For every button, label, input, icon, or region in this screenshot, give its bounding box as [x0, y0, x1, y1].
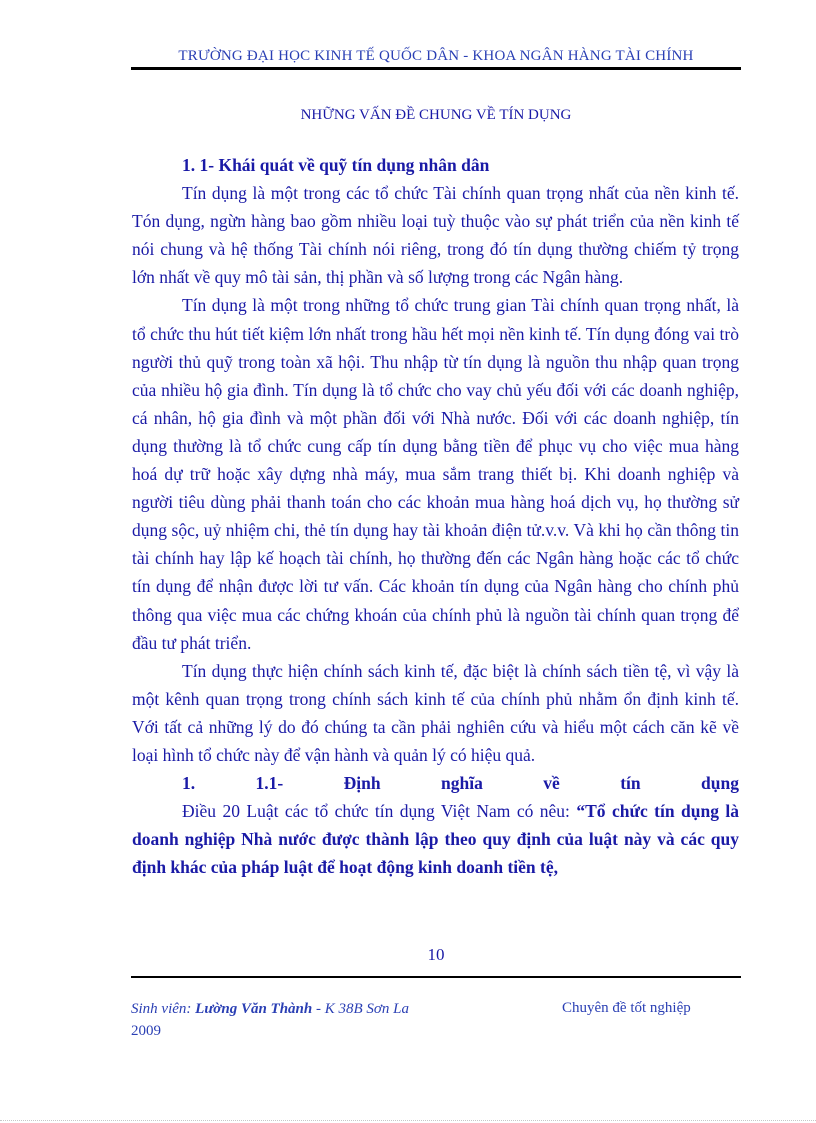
page-number: 10: [427, 945, 445, 964]
body-text: [132, 151, 739, 881]
page-bottom-edge: [0, 1120, 816, 1121]
paragraph: Tín dụng là một trong các tổ chức Tài chính quan trọng nhất của nền kinh tế. Tón dụng, ngừn hàng bao gồm nhiều loại tuỳ thuộc vào sự phát triển của nền kinh tế nói chung và hệ thống Tài chính nói riêng, trong đó tín dụng thường chiếm tỷ trọng lớn nhất về quy mô tài sản, thị phần và số lượng trong các Ngân hàng.: [132, 183, 739, 288]
paragraph: Tín dụng là một trong những tổ chức trung gian Tài chính quan trọng nhất, là tổ chức thu hút tiết kiệm lớn nhất trong hầu hết mọi nền kinh tế. Tín dụng đóng vai trò người thủ quỹ trong toàn xã hội. Thu nhập từ tín dụng là nguồn thu nhập quan trọng của nhiều hộ gia đình. Tín dụng là tổ chức cho vay chủ yếu đối với các doanh nghiệp, cá nhân, hộ gia đình và một phần đối với Nhà nước. Đối với các doanh nghiệp, tín dụng thường là tổ chức cung cấp tín dụng bằng tiền để phục vụ cho việc mua hàng hoá dự trữ hoặc xây dựng nhà máy, mua sắm trang thiết bị. Khi doanh nghiệp và người tiêu dùng phải thanh toán cho các khoản mua hàng hoá dịch vụ, họ thường sử dụng sộc, uỷ nhiệm chi, thẻ tín dụng hay tài khoản điện tử.v.v. Và khi họ cần thông tin tài chính hay lập kế hoạch tài chính, họ thường đến các Ngân hàng hoặc các tổ chức tín dụng để nhận được lời tư vấn. Các khoản tín dụng của Ngân hàng cho chính phủ thông qua việc mua các chứng khoán của chính phủ là nguồn tài chính quan trọng để đầu tư phát triển.: [132, 295, 739, 653]
subsection-heading: 1. 1.1- Định nghĩa về tín dụng: [182, 773, 739, 794]
footer-student-name: Lường Văn Thành: [195, 1001, 313, 1017]
section-heading: 1. 1- Khái quát về quỹ tín dụng nhân dân: [182, 155, 490, 175]
chapter-title: NHỮNG VẤN ĐỀ CHUNG VỀ TÍN DỤNG: [300, 107, 572, 123]
definition-intro: Điều 20 Luật các tổ chức tín dụng Việt Nam có nêu:: [182, 801, 577, 822]
footer-divider: [131, 976, 741, 978]
footer-doc-type: Chuyên đề tốt nghiệp: [562, 1000, 691, 1016]
footer-student-label: Sinh viên:: [131, 1001, 192, 1017]
paragraph: Tín dụng thực hiện chính sách kinh tế, đặc biệt là chính sách tiền tệ, vì vậy là một kênh quan trọng trong chính sách kinh tế của chính phủ nhằm ổn định kinh tế. Với tất cả những lý do đó chúng ta cần phải nghiên cứu và hiểu một cách căn kẽ về loại hình tổ chức này để vận hành và quản lý có hiệu quả.: [132, 660, 739, 765]
definition-quote: “Tổ chức tín dụng là doanh nghiệp Nhà nước được thành lập theo quy định của luật này và các quy định khác của pháp luật để hoạt động kinh doanh tiền tệ,: [132, 801, 739, 878]
page-header: TRƯỜNG ĐẠI HỌC KINH TẾ QUỐC DÂN - KHOA NGÂN HÀNG TÀI CHÍNH: [178, 48, 694, 64]
header-divider: [131, 67, 741, 70]
paragraph-definition: [132, 797, 739, 881]
footer-author: [131, 998, 471, 1042]
footer-student-class: - K 38B Sơn La: [315, 1001, 409, 1017]
footer-year: 2009: [131, 1023, 161, 1039]
